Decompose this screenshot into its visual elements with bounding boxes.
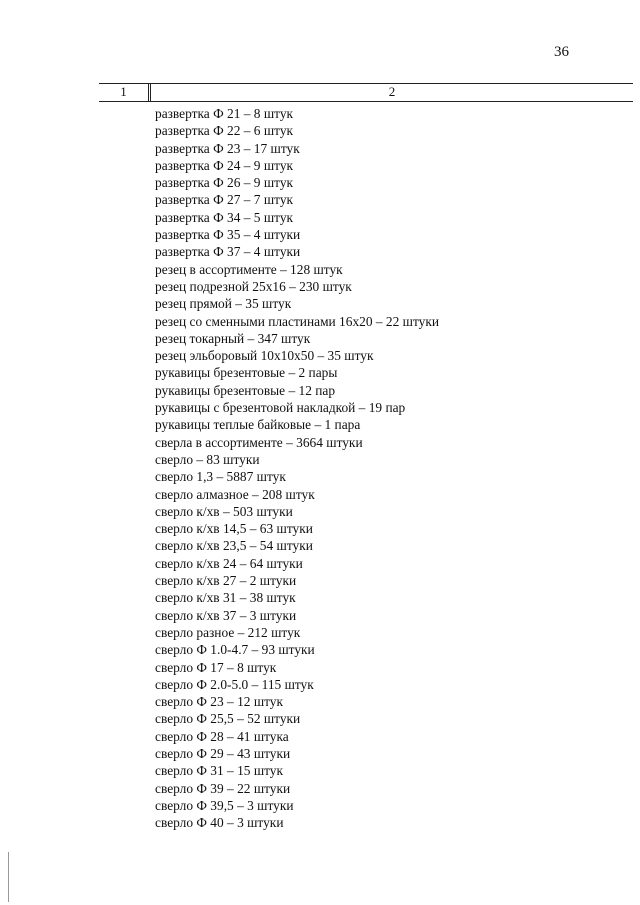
list-item: рукавицы с брезентовой накладкой – 19 пар xyxy=(155,400,406,416)
list-item: сверло Ф 17 – 8 штук xyxy=(155,659,277,675)
margin-line xyxy=(8,852,9,902)
list-item: развертка Ф 23 – 17 штук xyxy=(155,140,300,156)
list-item: рукавицы брезентовые – 2 пары xyxy=(155,365,338,381)
table-header-row xyxy=(99,83,633,102)
list-item: развертка Ф 34 – 5 штук xyxy=(155,209,294,225)
list-item: сверло Ф 25,5 – 52 штуки xyxy=(155,711,301,727)
list-item: резец токарный – 347 штук xyxy=(155,330,311,346)
item-list xyxy=(155,105,439,831)
list-item: сверло Ф 31 – 15 штук xyxy=(155,763,284,779)
list-item: развертка Ф 21 – 8 штук xyxy=(155,106,294,121)
list-item: сверло – 83 штуки xyxy=(155,451,260,467)
list-item: сверло Ф 2.0-5.0 – 115 штук xyxy=(155,676,314,692)
list-item: сверло к/хв 27 – 2 штуки xyxy=(155,573,297,589)
list-item: развертка Ф 22 – 6 штук xyxy=(155,123,294,139)
list-item: рукавицы теплые байковые – 1 пара xyxy=(155,417,361,433)
list-item: развертка Ф 26 – 9 штук xyxy=(155,175,294,191)
list-item: сверло 1,3 – 5887 штук xyxy=(155,469,286,485)
list-item: сверло Ф 23 – 12 штук xyxy=(155,694,284,710)
list-item: резец эльборовый 10х10х50 – 35 штук xyxy=(155,348,374,364)
list-item: сверло к/хв 24 – 64 штуки xyxy=(155,555,303,571)
list-item: сверло разное – 212 штук xyxy=(155,624,301,640)
list-item: рукавицы брезентовые – 12 пар xyxy=(155,382,336,398)
list-item: сверло алмазное – 208 штук xyxy=(155,486,315,502)
list-item: сверло Ф 1.0-4.7 – 93 штуки xyxy=(155,642,315,658)
list-item: сверло к/хв 37 – 3 штуки xyxy=(155,607,297,623)
list-item: развертка Ф 24 – 9 штук xyxy=(155,157,294,173)
list-item: сверло Ф 39,5 – 3 штуки xyxy=(155,797,294,813)
list-item: резец со сменными пластинами 16х20 – 22 штуки xyxy=(155,313,440,329)
column-1-header: 1 xyxy=(99,84,149,101)
list-item: развертка Ф 37 – 4 штуки xyxy=(155,244,301,260)
list-item: резец в ассортименте – 128 штук xyxy=(155,261,343,277)
list-item: развертка Ф 35 – 4 штуки xyxy=(155,227,301,243)
list-item: сверло Ф 40 – 3 штуки xyxy=(155,815,284,831)
list-item: сверло Ф 29 – 43 штуки xyxy=(155,745,291,761)
list-item: сверла в ассортименте – 3664 штуки xyxy=(155,434,363,450)
list-item: сверло к/хв 23,5 – 54 штуки xyxy=(155,538,313,554)
list-item: сверло к/хв 14,5 – 63 штуки xyxy=(155,521,313,537)
list-item: развертка Ф 27 – 7 штук xyxy=(155,192,294,208)
list-item: сверло к/хв 31 – 38 штук xyxy=(155,590,296,606)
page-number: 36 xyxy=(554,44,569,60)
list-item: резец подрезной 25х16 – 230 штук xyxy=(155,278,352,294)
list-item: сверло Ф 39 – 22 штуки xyxy=(155,780,291,796)
list-item: сверло Ф 28 – 41 штука xyxy=(155,728,289,744)
column-2-header: 2 xyxy=(388,84,396,99)
list-item: сверло к/хв – 503 штуки xyxy=(155,503,293,519)
list-item: резец прямой – 35 штук xyxy=(155,296,292,312)
